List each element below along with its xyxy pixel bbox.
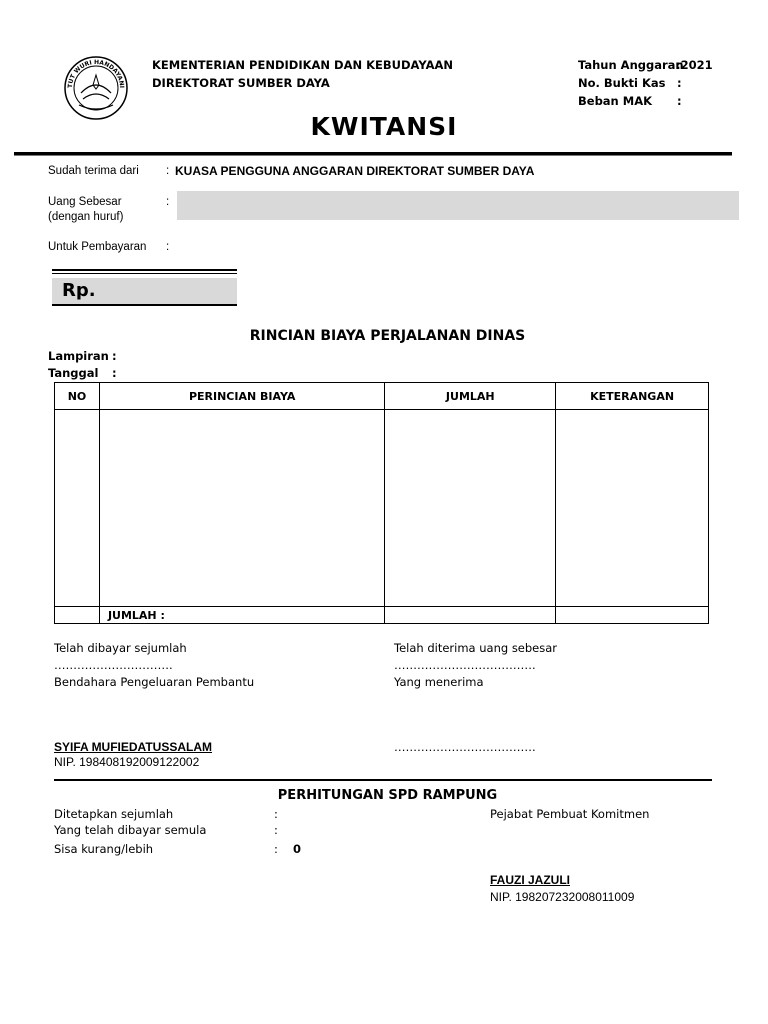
total-cell-jumlah[interactable] bbox=[385, 607, 556, 624]
official-role: Pejabat Pembuat Komitmen bbox=[490, 807, 650, 821]
rincian-title: RINCIAN BIAYA PERJALANAN DINAS bbox=[249, 328, 526, 344]
bukti-kas-label: No. Bukti Kas bbox=[578, 76, 666, 90]
col-header-perincian: PERINCIAN BIAYA bbox=[99, 383, 384, 410]
beban-mak-colon: : bbox=[677, 94, 682, 108]
rp-rule-top-thin bbox=[52, 273, 237, 274]
ministry-name: KEMENTERIAN PENDIDIKAN DAN KEBUDAYAAN bbox=[152, 58, 453, 72]
col-header-no: NO bbox=[55, 383, 100, 410]
cell-perincian[interactable] bbox=[99, 410, 384, 607]
cell-keterangan[interactable] bbox=[556, 410, 709, 607]
title-rule bbox=[14, 152, 732, 155]
logo-text: TUT WURI HANDAYANI bbox=[66, 58, 126, 89]
amount-colon: : bbox=[166, 196, 170, 208]
spd-row3-label: Sisa kurang/lebih bbox=[54, 842, 154, 856]
col-header-jumlah: JUMLAH bbox=[385, 383, 556, 410]
total-label: JUMLAH : bbox=[99, 607, 384, 624]
document-title: KWITANSI bbox=[310, 112, 458, 141]
directorate-name: DIREKTORAT SUMBER DAYA bbox=[152, 76, 330, 90]
treasurer-name: SYIFA MUFIEDATUSSALAM bbox=[54, 740, 212, 754]
from-value: KUASA PENGGUNA ANGGARAN DIREKTORAT SUMBER DAYA bbox=[175, 164, 535, 178]
amount-sublabel: (dengan huruf) bbox=[48, 211, 124, 223]
bukti-kas-colon: : bbox=[677, 76, 682, 90]
rp-label: Rp. bbox=[62, 280, 96, 301]
spd-row2-label: Yang telah dibayar semula bbox=[54, 823, 207, 837]
table-header-row bbox=[55, 383, 709, 410]
rp-rule-bottom bbox=[52, 304, 237, 306]
tahun-anggaran-value: :2021 bbox=[676, 58, 713, 72]
rp-rule-top bbox=[52, 269, 237, 271]
col-header-keterangan: KETERANGAN bbox=[556, 383, 709, 410]
treasurer-role: Bendahara Pengeluaran Pembantu bbox=[54, 675, 255, 689]
lampiran-colon: : bbox=[112, 349, 117, 363]
from-colon: : bbox=[166, 165, 170, 177]
received-amount-label: Telah diterima uang sebesar bbox=[394, 641, 558, 655]
spd-row2-colon: : bbox=[274, 823, 278, 837]
rincian-table bbox=[54, 382, 709, 624]
from-label: Sudah terima dari bbox=[48, 165, 139, 177]
receiver-role: Yang menerima bbox=[394, 675, 484, 689]
official-name: FAUZI JAZULI bbox=[490, 873, 570, 887]
tanggal-label: Tanggal bbox=[48, 366, 99, 380]
table-body-row bbox=[55, 410, 709, 607]
receiver-name-dots: ………………………………. bbox=[394, 740, 536, 754]
lampiran-label: Lampiran bbox=[48, 349, 109, 363]
treasurer-nip: NIP. 198408192009122002 bbox=[54, 755, 200, 769]
purpose-colon: : bbox=[166, 241, 170, 253]
spd-row1-label: Ditetapkan sejumlah bbox=[54, 807, 174, 821]
total-cell-keterangan[interactable] bbox=[556, 607, 709, 624]
total-cell-no bbox=[55, 607, 100, 624]
spd-title: PERHITUNGAN SPD RAMPUNG bbox=[277, 788, 498, 803]
purpose-label: Untuk Pembayaran bbox=[48, 241, 147, 253]
spd-row1-colon: : bbox=[274, 807, 278, 821]
received-amount-dots: ………………………………. bbox=[394, 658, 536, 672]
spd-row3-value: 0 bbox=[293, 842, 302, 856]
tahun-anggaran-label: Tahun Anggaran bbox=[578, 58, 684, 72]
paid-amount-label: Telah dibayar sejumlah bbox=[54, 641, 187, 655]
section-rule bbox=[54, 779, 712, 781]
official-nip: NIP. 198207232008011009 bbox=[490, 890, 635, 904]
spd-row3-colon: : bbox=[274, 842, 278, 856]
amount-words-field[interactable] bbox=[177, 191, 739, 220]
paid-amount-dots: …………………………. bbox=[54, 658, 173, 672]
cell-no[interactable] bbox=[55, 410, 100, 607]
beban-mak-label: Beban MAK bbox=[578, 94, 653, 108]
tanggal-colon: : bbox=[112, 366, 117, 380]
table-total-row bbox=[55, 607, 709, 624]
amount-label: Uang Sebesar bbox=[48, 196, 122, 208]
cell-jumlah[interactable] bbox=[385, 410, 556, 607]
